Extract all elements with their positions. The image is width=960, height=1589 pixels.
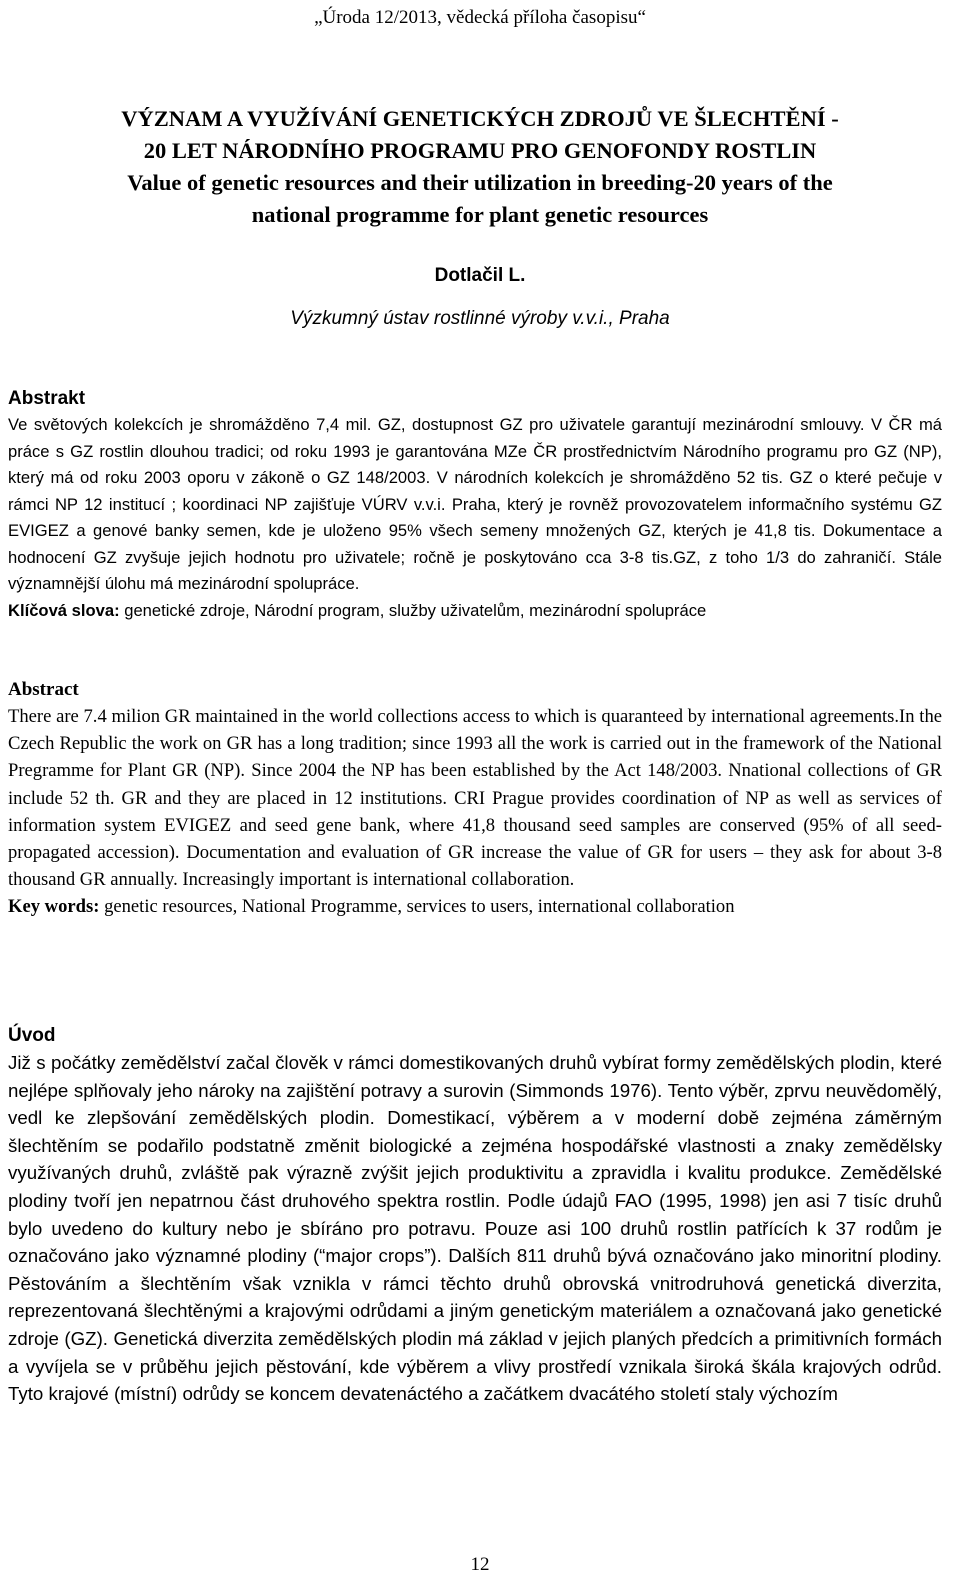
abstrakt-keywords-value: genetické zdroje, Národní program, služby uživatelům, mezinárodní spolupráce (119, 600, 707, 620)
author: Dotlačil L. (434, 265, 526, 286)
uvod-text: Již s počátky zemědělství začal člověk v rámci domestikovaných druhů vybírat formy zemědělských plodin, které nejlépe splňovaly jeho nároky na zajištění potravy a surovin (Simmonds 1976). Tento výběr, zprvu neuvědomělý, vedl ke zlepšování zemědělských plodin. Domestikací, výběrem a v moderní době zejména záměrným šlechtěním se podařilo podstatně změnit biologické a zejména hospodářské vlastnosti a znaky zemědělsky využívaných druhů, zvláště pak výrazně zvýšit jejich produktivitu a zpravidla i kvalitu produkce. Zemědělské plodiny tvoří jen nepatrnou část druhového spektra rostlin. Podle údajů FAO (1995, 1998) jen asi 7 tisíc druhů bylo uvedeno do kultury nebo je sbíráno pro potravu. Pouze asi 100 druhů rostlin patřících k 37 rodům je označováno jako významné plodiny (“major crops”). Dalších 811 druhů bývá označováno jako minoritní plodiny. Pěstováním a šlechtěním však vznikla v rámci těchto druhů obrovská vnitrodruhová genetická diverzita, reprezentovaná šlechtěnými a krajovými odrůdami a jiným genetickým materiálem a označovaná jako genetické zdroje (GZ). Genetická diverzita zemědělských plodin má základ v jejich planých předcích a primitivních formách a vyvíjela se v průběhu jejich pěstování, kde výběrem a vlivy prostředí vznikala široká škála krajových odrůd. Tyto krajové (místní) odrůdy se koncem devatenáctého a začátkem dvacátého století staly výchozím (8, 1052, 942, 1405)
abstrakt-keywords (8, 598, 942, 625)
abstrakt-keywords-label: Klíčová slova: (8, 600, 120, 620)
page-number: 12 (470, 1554, 490, 1575)
abstract-keywords (8, 893, 942, 920)
title-cz-line-1: VÝZNAM A VYUŽÍVÁNÍ GENETICKÝCH ZDROJŮ VE ŠLECHTĚNÍ - (121, 106, 839, 131)
uvod-section (8, 1022, 942, 1408)
abstrakt-section (8, 385, 942, 624)
abstract-section (8, 676, 942, 921)
title-en-line-1: Value of genetic resources and their utilization in breeding-20 years of the (127, 170, 833, 195)
abstract-heading: Abstract (8, 679, 79, 700)
uvod-heading: Úvod (8, 1025, 56, 1046)
abstract-keywords-value: genetic resources, National Programme, services to users, international collaboration (99, 896, 735, 918)
abstract-keywords-label: Key words: (8, 896, 100, 918)
paper-title (6, 103, 954, 231)
title-cz-line-2: 20 LET NÁRODNÍHO PROGRAMU PRO GENOFONDY ROSTLIN (143, 138, 817, 163)
affiliation: Výzkumný ústav rostlinné výroby v.v.i., Praha (290, 308, 670, 329)
running-header: „Úroda 12/2013, vědecká příloha časopisu“ (314, 7, 646, 28)
abstrakt-heading: Abstrakt (8, 388, 86, 409)
title-en-line-2: national programme for plant genetic resources (251, 202, 709, 227)
abstrakt-text: Ve světových kolekcích je shromážděno 7,4 mil. GZ, dostupnost GZ pro uživatele garantují mezinárodní smlouvy. V ČR má práce s GZ rostlin dlouhou tradici; od roku 1993 je garantována MZe ČR prostřednictvím Národního programu pro GZ (NP), který má od roku 2003 oporu v zákoně o GZ 148/2003. V národních kolekcích je shromážděno 52 tis. GZ o které pečuje v rámci NP 12 institucí ; koordinaci NP zajišťuje VÚRV v.v.i. Praha, který je rovněž provozovatelem informačního systému GZ EVIGEZ a genové banky semen, kde je uloženo 95% všech semeny množených GZ, kterých je 41,8 tis. Dokumentace a hodnocení GZ zvyšuje jejich hodnotu pro uživatele; ročně je poskytováno cca 3-8 tis.GZ, z toho 1/3 do zahraničí. Stále významnější úlohu má mezinárodní spolupráce. (8, 415, 942, 593)
abstract-text: There are 7.4 milion GR maintained in the world collections access to which is quaranteed by international agreements.In the Czech Republic the work on GR has a long tradition; since 1993 all the work is carried out in the framework of the National Pregramme for Plant GR (NP). Since 2004 the NP has been established by the Act 148/2003. Nnational collections of GR include 52 th. GR and they are placed in 12 institutions. CRI Prague provides coordination of NP as well as services of information system EVIGEZ and seed gene bank, where 41,8 thousand seed samples are conserved (95% of all seed-propagated accession). Documentation and evaluation of GR increase the value of GR for users – they ask for about 3-8 thousand GR annually. Increasingly important is international collaboration. (8, 706, 942, 891)
